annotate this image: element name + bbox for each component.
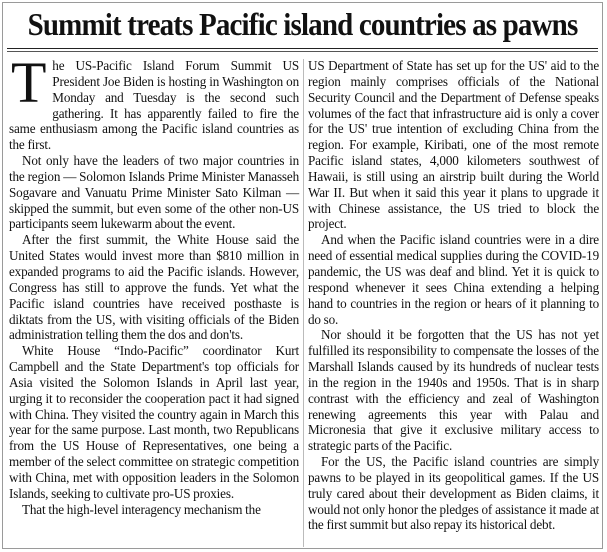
newspaper-clipping [2,2,603,549]
headline: Summit treats Pacific island countries as pawns [27,7,578,42]
article-paragraph: That the high-level interagency mechanism the [22,501,261,517]
article-paragraph: The US-Pacific Island Forum Summit US President Joe Biden is hosting in Washington on Monday and Tuesday is the second such gathering. It has apparently failed to fire the same enthusiasm among the Pacific island countries as the first. [9,50,299,153]
article-paragraph: US Department of State has set up for the US' aid to the region mainly comprises officials of the National Security Council and the Department of Defense speaks volumes of the fact that infrastructure aid is only a cover for the US' true intention of excluding China from the region. For example, Kiribati, one of the most remote Pacific island states, 4,000 kilometers southwest of Hawaii, is still using an airstrip built during the World War II. But when it said this year it plans to upgrade it with Chinese assistance, the US tried to block the project. [308,58,599,232]
column-divider [303,59,304,547]
article-paragraph: White House “Indo-Pacific” coordinator Kurt Campbell and the State Department's top officials for Asia visited the Solomon Islands in April last year, urging it to reconsider the cooperation pact it had signed with China. They visited the country again in March this year for the same purpose. Last month, two Republicans from the US House of Representatives, one being a member of the select committee on strategic competition with China, met with opposition leaders in the Solomon Islands, seeking to cultivate pro-US proxies. [9,343,299,501]
article-paragraph: And when the Pacific island countries were in a dire need of essential medical supplies during the COVID-19 pandemic, the US was deaf and blind. Yet it is quick to respond whenever it sees China extending a helping hand to countries in the region or hears of it planning to do so. [308,232,599,327]
article-paragraph: Nor should it be forgotten that the US has not yet fulfilled its responsibility to compensate the losses of the Marshall Islands caused by its hundreds of nuclear tests in the region in the 1940s and 1950s. That is in sharp contrast with the efficiency and zeal of Washington renewing agreements this year with Palau and Micronesia that give it exclusive military access to strategic parts of the Pacific. [308,327,599,454]
headline-rule-thin [7,51,598,52]
article-column-left [9,50,299,517]
article-paragraph: After the first summit, the White House said the United States would invest more than $810 million in expanded programs to aid the Pacific islands. However, Congress has still to approve the funds. Yet what the Pacific island countries have received posthaste is diktats from the US, with visiting officials of the Biden administration telling them the dos and don'ts. [9,232,299,343]
article-column-right [308,58,599,533]
headline-rule-thick [7,48,598,49]
drop-cap: T [11,50,47,115]
article-paragraph: Not only have the leaders of two major countries in the region — Solomon Islands Prime Minister Manasseh Sogavare and Vanuatu Prime Minister Sato Kilman — skipped the summit, but even some of the other non-US participants seem lukewarm about the event. [9,153,299,232]
article-paragraph: For the US, the Pacific island countries are simply pawns to be played in its geopolitical games. If the US truly cared about their development as Biden claims, it would not only honor the pledges of assistance it made at the first summit but also repay its historical debt. [308,454,599,533]
